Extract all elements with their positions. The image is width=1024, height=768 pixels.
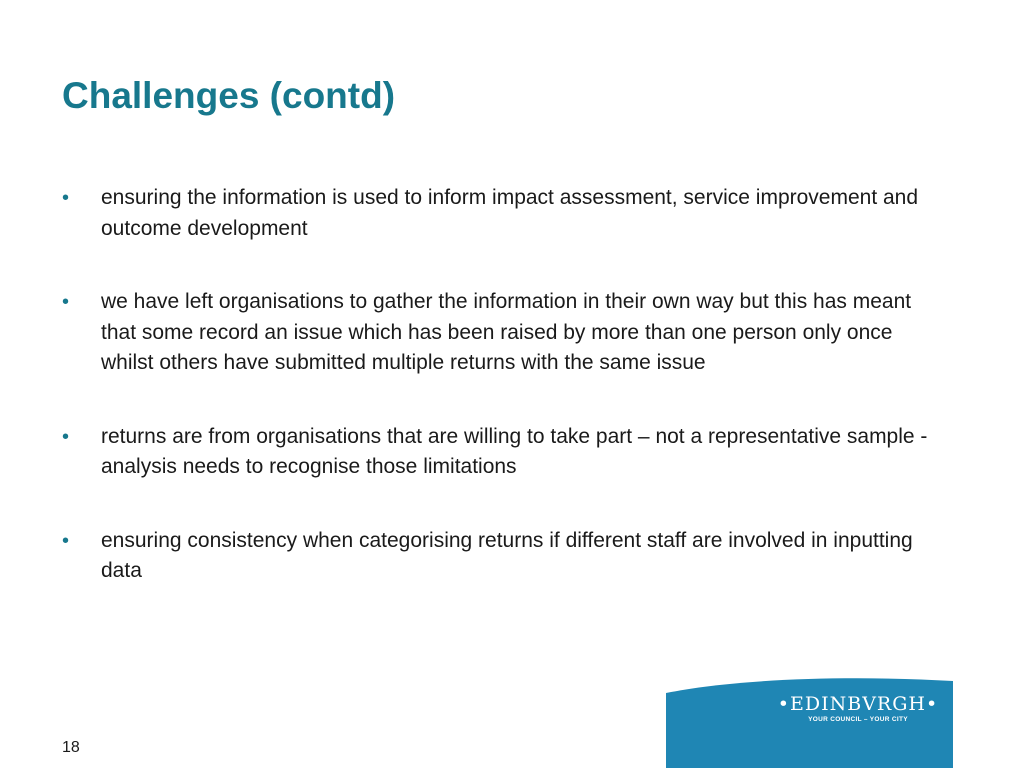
edinburgh-logo <box>666 671 953 768</box>
logo-tagline: YOUR COUNCIL – YOUR CITY <box>808 716 908 723</box>
bullet-text: ensuring the information is used to inform impact assessment, service improvement and outcome development <box>101 186 919 240</box>
bullet-text: we have left organisations to gather the information in their own way but this has meant that some record an issue which has been raised by more than one person only once whilst others have submitted multiple returns with the same issue <box>101 290 912 374</box>
bullet-item <box>62 183 942 244</box>
bullet-dot-icon: • <box>62 291 70 313</box>
slide-title: Challenges (contd) <box>62 75 396 116</box>
bullet-text: returns are from organisations that are willing to take part – not a representative sample - analysis needs to recognise those limitations <box>101 424 928 478</box>
bullet-item <box>62 287 942 379</box>
bullet-text: ensuring consistency when categorising returns if different staff are involved in inputting data <box>101 528 913 582</box>
bullet-item <box>62 526 942 587</box>
bullet-dot-icon: • <box>62 529 70 552</box>
logo-wordmark: •EDINBVRGH• <box>777 693 939 715</box>
page-number: 18 <box>62 739 80 756</box>
bullet-dot-icon: • <box>62 187 70 209</box>
bullet-item <box>62 422 942 483</box>
bullet-list <box>62 183 942 630</box>
bullet-dot-icon: • <box>62 425 70 448</box>
